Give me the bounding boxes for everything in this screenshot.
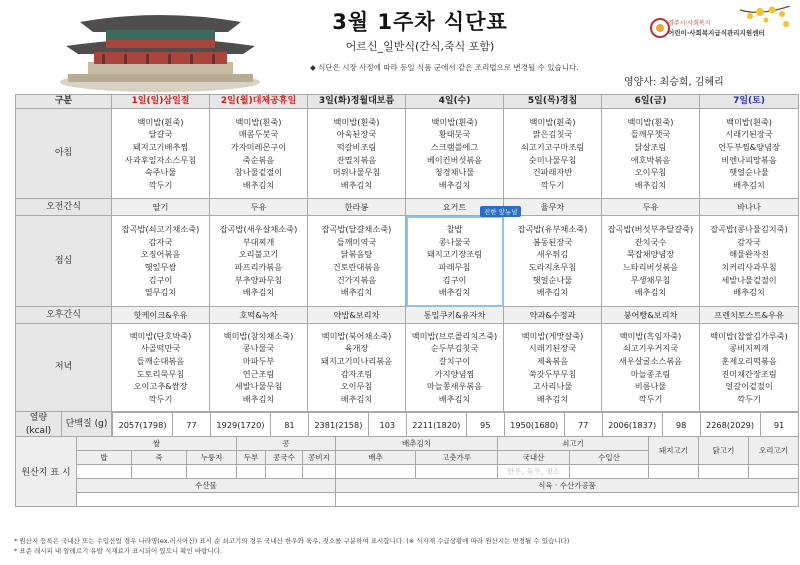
menu-item: 깍두기 (638, 393, 663, 404)
origin-chicken: 닭고기 (699, 437, 749, 465)
menu-cell (406, 324, 504, 412)
nutrition-value-row (113, 413, 799, 438)
menu-cell (504, 109, 602, 199)
menu-cell (308, 216, 406, 307)
menu-item: 사골떡만국 (140, 343, 181, 354)
origin-sub: 배추 (336, 451, 416, 465)
menu-item: 오이고추&쌈장 (133, 381, 188, 392)
menu-item: 콩나물국 (438, 236, 471, 247)
menu-item: 배추김치 (536, 393, 569, 404)
menu-cell (602, 216, 700, 307)
menu-cell (406, 109, 504, 199)
menu-item: 김구이 (148, 274, 173, 285)
menu-item: 무생채무침 (630, 274, 671, 285)
menu-item: 배추김치 (242, 287, 275, 298)
menu-item: 부추양파무침 (234, 274, 283, 285)
menu-cell (112, 109, 210, 199)
page-title: 3월 1주차 식단표 (332, 10, 508, 34)
menu-item: 백미밥(흑임자죽) (619, 330, 682, 341)
menu-item: 백미밥(흰죽) (529, 116, 576, 127)
protein-label: 단백질 (g) (62, 412, 112, 439)
beef-type-placeholder: 한우, 육우, 젖소 (498, 465, 570, 479)
menu-item: 스크램블에그 (430, 141, 479, 152)
menu-item: 파래무침 (438, 262, 471, 272)
menu-item: 건가지볶음 (336, 274, 377, 285)
menu-item: 쇠고기우거지국 (622, 343, 679, 354)
origin-sub: 콩국수 (266, 451, 303, 465)
menu-item: 호떡&녹차 (239, 309, 278, 320)
menu-item: 시래기된장국 (528, 343, 577, 354)
menu-item: 배추김치 (242, 393, 275, 404)
menu-cell (308, 109, 406, 199)
meal-label-breakfast: 아침 (16, 109, 112, 199)
menu-cell (700, 324, 799, 412)
menu-item: 햇잎무쌈 (144, 262, 177, 272)
menu-cell (210, 199, 308, 216)
protein-value: 95 (466, 413, 504, 438)
footer-note-allergy: * 표준 레시피 내 알레르기 유발 식재료가 표시되어 있으니 확인 바랍니다. (14, 547, 223, 555)
origin-sub: 두부 (237, 451, 266, 465)
menu-cell (602, 324, 700, 412)
menu-item: 백미밥(흰죽) (726, 116, 772, 127)
menu-item: 건파래자반 (532, 167, 573, 178)
menu-item: 백미밥(게맛살죽) (521, 330, 584, 341)
menu-item: 참나물겉절이 (234, 167, 283, 178)
menu-item: 약과&수정과 (529, 309, 576, 320)
menu-item: 배추김치 (733, 179, 765, 190)
menu-item: 백미밥(단호박죽) (129, 330, 192, 341)
menu-item: 바나나 (737, 201, 761, 212)
menu-item: 봄동된장국 (532, 236, 573, 247)
origin-kimchi: 배추김치 (336, 437, 498, 451)
menu-item: 콩나물국 (242, 343, 275, 354)
menu-item: 아욱된장국 (336, 129, 377, 140)
calories-value: 2006(1837) (602, 413, 662, 438)
menu-item: 감자국 (737, 236, 761, 247)
menu-cell (406, 307, 504, 324)
origin-cell (132, 465, 187, 479)
menu-item: 붕어빵&보리차 (623, 309, 678, 320)
menu-item: 들깨무챗국 (630, 129, 671, 140)
origin-sub: 콩비지 (303, 451, 336, 465)
menu-item: 건토란대볶음 (332, 262, 381, 272)
menu-item: 세발나물겉절이 (721, 274, 777, 285)
day-header: 5일(목)경칩 (504, 95, 602, 109)
origin-cell (77, 465, 132, 479)
menu-item: 쑥갓두부무침 (528, 368, 577, 379)
menu-item: 백미밥(흰죽) (627, 116, 674, 127)
origin-cell (336, 465, 416, 479)
day-header: 3일(화)정월대보름 (308, 95, 406, 109)
dinner-row (16, 324, 799, 412)
weekly-menu-table (15, 94, 799, 439)
menu-item: 햇얼순나물 (532, 274, 573, 285)
menu-item: 머위나물무침 (332, 167, 381, 178)
menu-item: 콩비지찌개 (729, 343, 769, 354)
menu-item: 달걀국 (148, 129, 173, 140)
menu-item: 백미밥(흰죽) (137, 116, 184, 127)
protein-value: 98 (662, 413, 700, 438)
menu-item: 언두부찜&양념장 (718, 141, 780, 152)
menu-cell (406, 216, 504, 307)
menu-cell (700, 216, 799, 307)
menu-item: 새우튀김 (536, 249, 569, 260)
menu-cell (308, 199, 406, 216)
menu-item: 잡곡밥(콩나물김치죽) (710, 224, 788, 235)
menu-item: 요거트 (442, 201, 467, 212)
am-snack-row (16, 199, 799, 216)
menu-item: 치커리사과무침 (721, 262, 777, 272)
menu-item: 애호박볶음 (630, 154, 671, 165)
origin-cell (416, 465, 498, 479)
menu-item: 쇠고기고구마조림 (520, 141, 585, 152)
menu-item: 찰밥 (446, 224, 463, 235)
menu-item: 통밀쿠키&유자차 (423, 309, 486, 320)
menu-item: 느타리버섯볶음 (622, 262, 679, 272)
meal-label-lunch: 점심 (16, 216, 112, 307)
menu-item: 숫미나물무침 (528, 154, 577, 165)
menu-item: 잡곡밥(달걀채소죽) (321, 224, 392, 235)
menu-item: 들깨미역국 (336, 236, 377, 247)
protein-value: 91 (760, 413, 798, 438)
menu-item: 백미밥(흰죽) (333, 116, 380, 127)
protein-value: 77 (564, 413, 602, 438)
menu-item: 열무김치 (144, 287, 177, 298)
menu-item: 파프리카볶음 (234, 262, 283, 272)
menu-item: 깍두기 (148, 179, 173, 190)
origin-processed: 식육 · 수산가공품 (336, 479, 799, 493)
menu-change-notice: ◆ 식단은 시장 사정에 따라 동일 식품 군에서 같은 조리법으로 변경될 수 있습니다. (310, 63, 579, 72)
meal-label-dinner: 저녁 (16, 324, 112, 412)
origin-seafood: 수산물 (77, 479, 336, 493)
menu-item: 고사리나물 (532, 381, 573, 392)
palace-illustration (58, 2, 263, 92)
origin-cell (649, 465, 699, 479)
menu-cell (602, 109, 700, 199)
menu-item: 떡갈비조림 (336, 141, 377, 152)
origin-label: 원산지 표 시 (16, 437, 77, 507)
origin-beans: 콩 (237, 437, 336, 451)
origin-sub: 누룽지 (187, 451, 237, 465)
menu-item: 닭살조림 (634, 141, 667, 152)
menu-item: 맑은김칫국 (532, 129, 573, 140)
protein-value: 103 (368, 413, 406, 438)
calories-value: 2057(1798) (113, 413, 173, 438)
origin-cell (187, 465, 237, 479)
menu-item: 약밥&보리차 (333, 309, 380, 320)
origin-sub: 국내산 (498, 451, 570, 465)
origin-sub: 죽 (132, 451, 187, 465)
menu-item: 부대찌개 (242, 236, 275, 247)
menu-item: 사과후일자소스무침 (124, 154, 197, 165)
menu-cell (700, 307, 799, 324)
menu-cell (602, 199, 700, 216)
menu-item: 연근조림 (242, 368, 275, 379)
corner-label: 구분 (16, 95, 112, 109)
menu-cell (112, 216, 210, 307)
menu-item: 백미밥(찹쌀김가루죽) (710, 330, 788, 341)
origin-cell (570, 465, 649, 479)
menu-item: 매콤두붓국 (238, 129, 279, 140)
menu-item: 새우살굴소스볶음 (618, 355, 683, 366)
menu-item: 햇얼순나물 (729, 167, 769, 178)
menu-cell (504, 324, 602, 412)
menu-item: 들깨순대볶음 (136, 355, 185, 366)
menu-cell (308, 324, 406, 412)
nutrition-grid (112, 412, 799, 438)
menu-item: 도라지초무침 (528, 262, 577, 272)
origin-cell (749, 465, 799, 479)
menu-cell (210, 216, 308, 307)
menu-item: 제육볶음 (536, 355, 569, 366)
menu-cell (504, 216, 602, 307)
menu-cell (210, 324, 308, 412)
menu-item: 배추김치 (634, 287, 667, 298)
calories-value: 1929(1720) (210, 413, 270, 438)
org-name-line2: 어린이·사회복지급식관리지원센터 (668, 29, 765, 37)
menu-item: 프렌치토스트&우유 (714, 309, 784, 320)
nutrition-values (112, 412, 799, 439)
nutrition-row (16, 412, 799, 439)
menu-item: 비름나물 (634, 381, 667, 392)
menu-cell (700, 199, 799, 216)
menu-cell (700, 109, 799, 199)
menu-item: 잡곡밥(새우살채소죽) (219, 224, 298, 235)
origin-sub: 수입산 (570, 451, 649, 465)
menu-item: 배추김치 (340, 179, 373, 190)
calories-value: 1950(1680) (504, 413, 564, 438)
menu-item: 진미채간장조림 (721, 368, 777, 379)
origin-sub: 밥 (77, 451, 132, 465)
footer-note-origin: * 원산지 등록은 국내산 또는 수입산일 경우 나라명(ex.러시아산) 표시 순 쇠고기의 경우 국내산 한우와 육우, 젖소를 구분하여 표시합니다. (※ 식자재 수급상황에 따라 원산지는 변경될 수 있습니다) (14, 537, 570, 545)
breakfast-row (16, 109, 799, 199)
origin-beef: 쇠고기 (498, 437, 649, 451)
menu-cell (504, 307, 602, 324)
menu-item: 가자미레몬구이 (230, 141, 287, 152)
protein-value: 77 (173, 413, 211, 438)
menu-item: 배추김치 (438, 393, 471, 404)
menu-item: 베이컨버섯볶음 (426, 154, 483, 165)
menu-item: 도토리묵무침 (136, 368, 185, 379)
menu-cell (210, 307, 308, 324)
menu-item: 잡곡밥(유부채소죽) (517, 224, 588, 235)
menu-item: 깍두기 (148, 393, 173, 404)
menu-item: 돼지고기미나리볶음 (320, 355, 393, 366)
menu-item: 오리불고기 (238, 249, 279, 260)
menu-item: 가지양념찜 (434, 368, 475, 379)
menu-item: 백미밥(북어채소죽) (321, 330, 392, 341)
menu-item: 얼갈이겉절이 (725, 381, 773, 392)
origin-table (15, 436, 799, 507)
menu-item: 마늘쫑새우볶음 (426, 381, 483, 392)
menu-item: 묵잡채양념장 (626, 249, 675, 260)
menu-item: 깍두기 (737, 393, 761, 404)
menu-item: 감자조림 (340, 368, 373, 379)
menu-item: 배추김치 (634, 179, 667, 190)
meal-label-pm-snack: 오후간식 (16, 307, 112, 324)
menu-item: 핫케이크&우유 (133, 309, 188, 320)
menu-item: 죽순볶음 (242, 154, 275, 165)
protein-value: 81 (270, 413, 308, 438)
day-header: 4일(수) (406, 95, 504, 109)
meal-label-am-snack: 오전간식 (16, 199, 112, 216)
menu-item: 돼지고기장조림 (426, 249, 483, 260)
page-subtitle: 어르신_일반식(간식,죽식 포함) (345, 40, 495, 53)
menu-item: 훈제오리떡볶음 (721, 355, 777, 366)
lunch-row (16, 216, 799, 307)
menu-item: 배추김치 (242, 179, 275, 190)
menu-item: 율무차 (540, 201, 565, 212)
day-header-row (16, 95, 799, 109)
menu-item: 비엔나피망볶음 (721, 154, 777, 165)
menu-item: 백미밥(흰죽) (431, 116, 478, 127)
calories-value: 2268(2029) (700, 413, 760, 438)
menu-item: 닭볶음탕 (340, 249, 373, 260)
origin-cell (336, 493, 799, 507)
origin-cell (266, 465, 303, 479)
menu-cell (602, 307, 700, 324)
menu-item: 김구이 (442, 274, 467, 285)
day-header: 2일(월)대체공휴일 (210, 95, 308, 109)
calories-label: 열량 (kcal) (16, 412, 62, 439)
menu-cell (210, 109, 308, 199)
menu-item: 해물완자전 (729, 249, 769, 260)
origin-cell (237, 465, 266, 479)
menu-item: 깍두기 (540, 179, 565, 190)
menu-item: 배추김치 (340, 393, 373, 404)
day-header: 7일(토) (700, 95, 799, 109)
menu-item: 오징어볶음 (140, 249, 181, 260)
menu-item: 감자국 (148, 236, 173, 247)
pm-snack-row (16, 307, 799, 324)
menu-item: 잔멸치볶음 (336, 154, 377, 165)
menu-item: 백미밥(참치채소죽) (223, 330, 294, 341)
menu-item: 딸기 (152, 201, 169, 212)
menu-cell (308, 307, 406, 324)
menu-item: 두유 (642, 201, 659, 212)
menu-item: 마파두부 (242, 355, 275, 366)
menu-item: 육개장 (344, 343, 369, 354)
menu-item: 배추김치 (438, 287, 471, 298)
menu-item: 배추김치 (340, 287, 373, 298)
menu-cell (112, 307, 210, 324)
origin-cell (303, 465, 336, 479)
menu-cell (112, 199, 210, 216)
origin-sub: 고춧가루 (416, 451, 498, 465)
menu-item: 세발나물무침 (234, 381, 283, 392)
menu-item: 돼지고기배추찜 (132, 141, 189, 152)
menu-item: 배추김치 (438, 179, 471, 190)
origin-duck: 오리고기 (749, 437, 799, 465)
calories-value: 2211(1820) (406, 413, 466, 438)
org-name-line1: 경주시·사회복지 (668, 20, 711, 27)
menu-item: 배추김치 (733, 287, 765, 298)
menu-item: 청경채나물 (434, 167, 475, 178)
dietitian-names: 영양사: 최승희, 김혜리 (624, 77, 724, 88)
origin-rice: 쌀 (77, 437, 237, 451)
menu-item: 시래기된장국 (725, 129, 773, 140)
selection-tooltip: 진한 앞뉴널 (480, 206, 521, 217)
menu-item: 한라봉 (344, 201, 369, 212)
day-header: 6일(금) (602, 95, 700, 109)
menu-item: 백미밥(브로콜리치즈죽) (411, 330, 498, 341)
menu-item: 갈치구이 (438, 355, 471, 366)
origin-pork: 돼지고기 (649, 437, 699, 465)
menu-item: 오이무침 (634, 167, 667, 178)
menu-item: 오이무침 (340, 381, 373, 392)
menu-cell (112, 324, 210, 412)
menu-item: 두유 (250, 201, 267, 212)
day-header: 1일(일)삼일절 (112, 95, 210, 109)
menu-item: 잡곡밥(쇠고기채소죽) (121, 224, 200, 235)
menu-item: 마늘종조림 (630, 368, 671, 379)
menu-item: 백미밥(흰죽) (235, 116, 282, 127)
menu-item: 배추김치 (536, 287, 569, 298)
menu-item: 순두부김칫국 (430, 343, 479, 354)
header (0, 0, 800, 95)
menu-item: 황태뭇국 (438, 129, 471, 140)
menu-item: 숙주나물 (144, 167, 177, 178)
origin-cell (77, 493, 336, 507)
menu-item: 잡곡밥(버섯부추달걀죽) (607, 224, 694, 235)
menu-item: 잔치국수 (634, 236, 667, 247)
calories-value: 2381(2158) (308, 413, 368, 438)
origin-cell (699, 465, 749, 479)
